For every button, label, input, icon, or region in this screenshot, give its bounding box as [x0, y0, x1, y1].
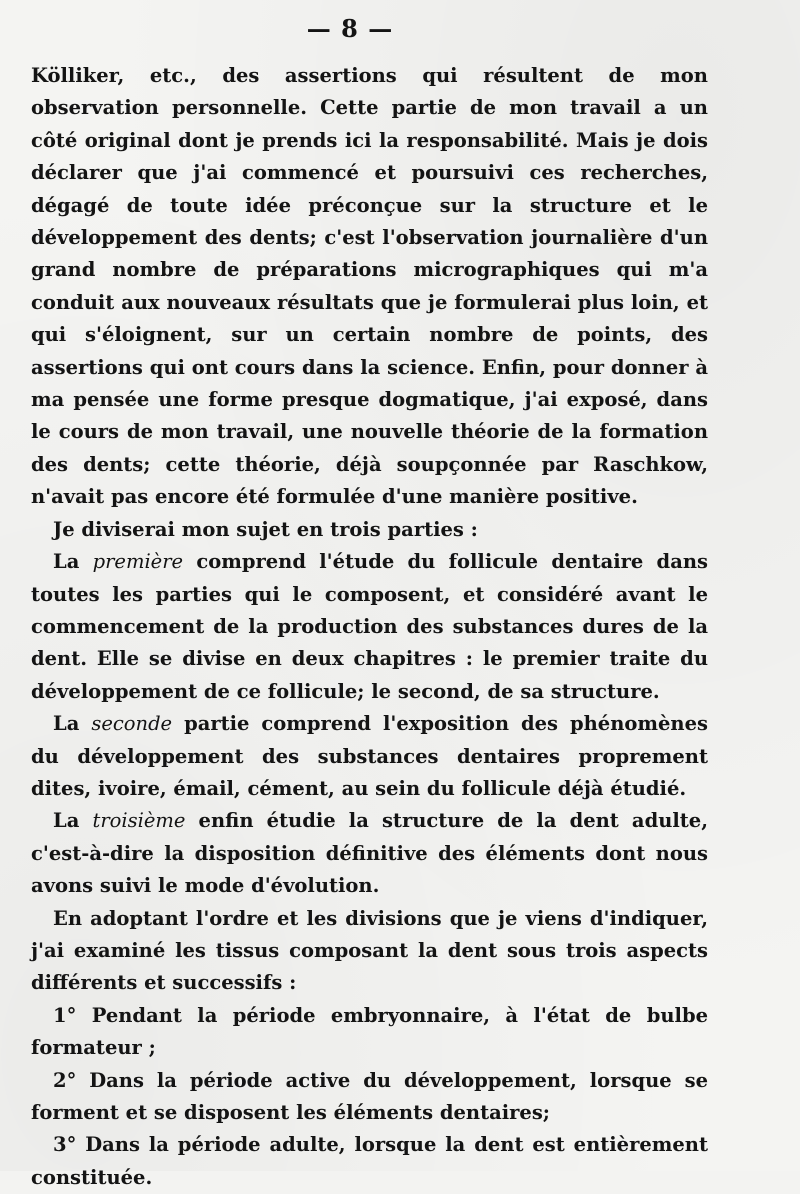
paragraph-division: Je diviserai mon sujet en trois parties : [53, 517, 478, 541]
paragraph-first-part-rest: comprend l'étude du follicule dentaire dans toutes les parties qui le composent, et considéré avant le commencement de la production des substances dures de la dent. Elle se divise en deux chapitres : le premier traite du développement de ce follicule; le second, de sa structure. [31, 550, 708, 703]
body-text [31, 60, 708, 1194]
paragraph-intro: Kölliker, etc., des assertions qui résultent de mon observation personnelle. Cette partie de mon travail a un côté original dont je prends ici la responsabilité. Mais je dois déclarer que j'ai commencé et poursuivi ces recherches, dégagé de toute idée préconçue sur la structure et le développement des dents; c'est l'observation journalière d'un grand nombre de préparations micrographiques qui m'a conduit aux nouveaux résultats que je formulerai plus loin, et qui s'éloignent, sur un certain nombre de points, des assertions qui ont cours dans la science. Enfin, pour donner à ma pensée une forme presque dogmatique, j'ai exposé, dans le cours de mon travail, une nouvelle théorie de la formation des dents; cette théorie, déjà soupçonnée par Raschkow, n'avait pas encore été formulée d'une manière positive. [31, 64, 708, 509]
paragraph-aspects: En adoptant l'ordre et les divisions que je viens d'indiquer, j'ai examiné les tissus composant la dent sous trois aspects différents et successifs : [31, 906, 708, 995]
list-item-3: 3° Dans la période adulte, lorsque la dent est entièrement constituée. [31, 1133, 708, 1189]
paragraph-first-part [31, 546, 708, 708]
list-item-2: 2° Dans la période active du développement, lorsque se forment et se disposent les éléments dentaires; [31, 1068, 708, 1124]
paragraph-first-part-lead: La [53, 550, 93, 574]
paragraph-third-part-lead: La [53, 809, 93, 833]
paragraph-third-part [31, 805, 708, 902]
paragraph-second-part [31, 708, 708, 805]
paragraph-second-part-lead: La [53, 712, 92, 736]
paragraph-second-part-em: seconde [91, 712, 173, 736]
list-item-1: 1° Pendant la période embryonnaire, à l'état de bulbe formateur ; [31, 1003, 708, 1060]
paragraph-third-part-rest: enfin étudie la structure de la dent adulte, c'est-à-dire la disposition définitive des éléments dont nous avons suivi le mode d'évolution. [31, 809, 708, 898]
paragraph-first-part-em: première [92, 550, 184, 574]
paragraph-third-part-em: troisième [92, 809, 186, 833]
page-number: — 8 — [306, 14, 394, 43]
paragraph-second-part-rest: partie comprend l'exposition des phénomènes du développement des substances dentaires proprement dites, ivoire, émail, cément, au sein du follicule déjà étudié. [31, 712, 708, 800]
